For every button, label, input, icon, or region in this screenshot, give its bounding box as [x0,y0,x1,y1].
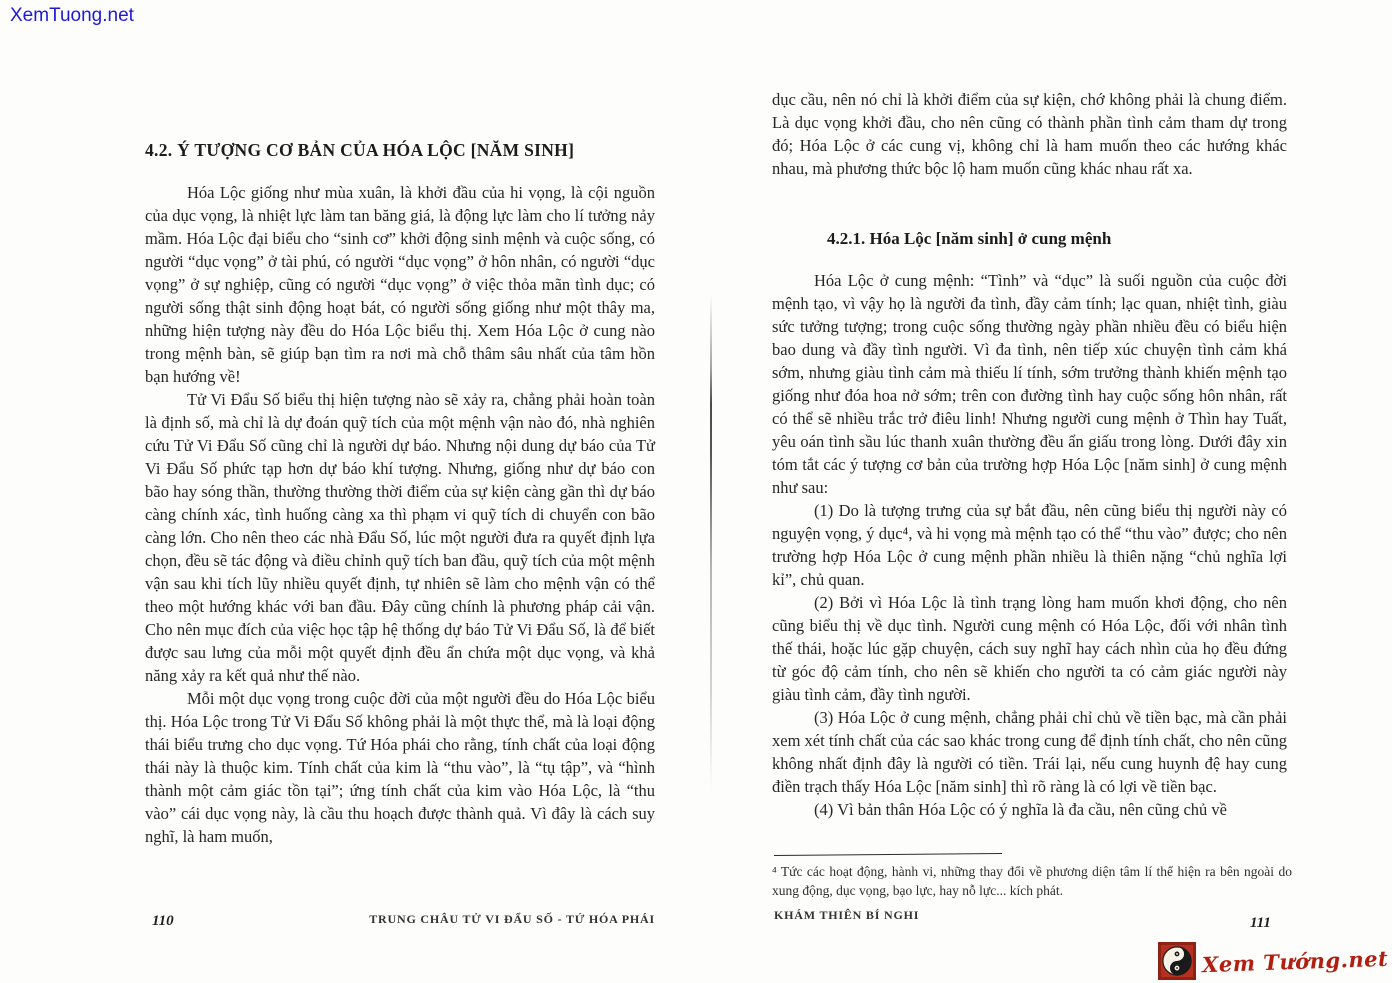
paragraph: dục cầu, nên nó chỉ là khởi điểm của sự kiện, chớ không phải là chung điểm. Là dục vọng khởi đầu, cho nên cũng có thành phần tình cảm tham dự trong đó; Hóa Lộc ở các cung vị, không chỉ là ham muốn theo các hướng khác nhau, mà phương thức bộc lộ ham muốn cũng khác nhau rất xa. [772,90,1287,178]
page-number-left: 110 [152,913,174,929]
watermark-link[interactable]: XemTuong.net [10,5,134,26]
paragraph: Tử Vi Đẩu Số biểu thị hiện tượng nào sẽ xảy ra, chẳng phải hoàn toàn là định số, mà chỉ là dự đoán quỹ tích của một mệnh vận nào đó, nhà nghiên cứu Tử Vi Đẩu Số cũng chỉ là người dự báo. Nhưng nội dung dự báo của Tử Vi Đẩu Số phức tạp hơn dự báo khí tượng. Nhưng, giống như dự báo con bão hay sóng thần, thường thường thời điểm của sự kiện càng gần thì dự báo càng chính xác, tình huống càng xa thì phạm vi quỹ tích di chuyển con bão càng lớn. Cho nên theo các nhà Đẩu Số, lúc một người đưa ra quyết định lựa chọn, đều sẽ tác động và điều chỉnh quỹ tích ban đầu, quỹ tích của một mệnh vận sau khi tích lũy nhiều quyết định, tự nhiên sẽ làm cho mệnh vận có thể theo một hướng khác với ban đầu. Đây cũng chính là phương pháp cải vận. Cho nên mục đích của việc học tập hệ thống dự báo Tử Vi Đẩu Số, là để biết được sau lưng của mỗi một quyết định đều ẩn chứa một dục vọng, và khả năng xảy ra kết quả như thế nào. [145,390,655,685]
running-title-left: TRUNG CHÂU TỬ VI ĐẨU SỐ - TỨ HÓA PHÁI [369,912,655,926]
page-number-right: 111 [1250,915,1271,931]
paragraph: (2) Bởi vì Hóa Lộc là tình trạng lòng ham muốn khơi động, cho nên cũng biểu thị về dục tình. Người cung mệnh có Hóa Lộc, đối với nhân tình thế thái, hoặc lúc gặp chuyện, cách suy nghĩ hay cách nhìn của họ đều đứng từ góc độ cảm tính, cho nên sẽ khiến cho người ta có cảm giác người này giàu tình cảm, đầy tình người. [772,593,1287,704]
book-fold-line [710,295,712,790]
subsection-heading: 4.2.1. Hóa Lộc [năm sinh] ở cung mệnh [827,229,1112,248]
running-title-right: KHÁM THIÊN BÍ NGHI [774,908,920,922]
footnote-text: ⁴ Tức các hoạt động, hành vi, những thay đổi về phương diện tâm lí thể hiện ra bên ngoài do xung động, dục vọng, bạo lực, hay nỗ lực... kích phát. [772,864,1292,898]
yin-yang-icon [1158,942,1196,980]
site-logo-text: Xem Tướng.net [1201,945,1389,977]
paragraph: (1) Do là tượng trưng của sự bắt đầu, nên cũng biểu thị người này có nguyện vọng, ý dục⁴, và hi vọng mà mệnh tạo có thể “thu vào” được; cho nên trường hợp Hóa Lộc ở cung mệnh phần nhiều là thiên nặng “chủ nghĩa lợi kỉ”, chủ quan. [772,501,1287,589]
paragraph: (3) Hóa Lộc ở cung mệnh, chẳng phải chỉ chủ về tiền bạc, mà cần phải xem xét tính chất của các sao khác trong cung để định tính chất, cho nên cũng không nhất định đây là người có tiền. Trái lại, nếu cung huynh đệ hay cung điền trạch thấy Hóa Lộc [năm sinh] thì rõ ràng là có lợi về tiền bạc. [772,708,1287,796]
paragraph: Mỗi một dục vọng trong cuộc đời của một người đều do Hóa Lộc biểu thị. Hóa Lộc trong Tử Vi Đẩu Số không phải là một thực thể, mà là loại động thái biểu trưng cho dục vọng. Tứ Hóa phái cho rằng, tính chất của loại động thái này là thuộc kim. Tính chất của kim là “thu vào”, là “tụ tập”, và “hình thành một cảm giác tồn tại”; ứng tính chất của kim vào Hóa Lộc, là “thu vào” cái dục vọng này, là cầu thu hoạch được thành quả. Vì đây là cách suy nghĩ, là ham muốn, [145,689,655,846]
paragraph: Hóa Lộc ở cung mệnh: “Tình” và “dục” là suối nguồn của cuộc đời mệnh tạo, vì vậy họ là người đa tình, đầy cảm tính; lạc quan, nhiệt tình, giàu sức tưởng tượng; trong cuộc sống thường ngày phần nhiều đều có biểu hiện bao dung và đầy tình người. Vì đa tình, nên tiếp xúc chuyện tình cảm khá sớm, nhưng giàu tình cảm mà thiếu lí tính, sớm trưởng thành khiến mệnh tạo giống như đóa hoa nở sớm; trên con đường tình hay cuộc sống hôn nhân, rất có thể sẽ nhiều trắc trở điêu linh! Nhưng người cung mệnh ở Thìn hay Tuất, yêu oán tình sầu lúc thanh xuân thường đều ẩn giấu trong lòng. Dưới đây xin tóm tắt các ý tượng cơ bản của trường hợp Hóa Lộc [năm sinh] ở cung mệnh như sau: [772,271,1287,497]
right-page-continuation [772,88,1287,180]
paragraph: (4) Vì bản thân Hóa Lộc có ý nghĩa là đa cầu, nên cũng chủ về [814,800,1227,819]
footnote-divider [774,853,1002,856]
site-logo [1158,942,1388,980]
paragraph: Hóa Lộc giống như mùa xuân, là khởi đầu của hi vọng, là cội nguồn của dục vọng, là nhiệt lực làm tan băng giá, là động lực làm cho lí tưởng nảy mầm. Hóa Lộc đại biểu cho “sinh cơ” khởi động sinh mệnh và cuộc sống, có người “dục vọng” ở tài phú, có người “dục vọng” ở hôn nhân, có người “dục vọng” ở sự nghiệp, cũng có người “dục vọng” ở việc thỏa mãn tình dục; có người sống thật sinh động hoạt bát, có người sống giống như một thây ma, những hiện tượng này đều do Hóa Lộc biểu thị. Xem Hóa Lộc ở cung nào trong mệnh bàn, sẽ giúp bạn tìm ra nơi mà chỗ thâm sâu nhất của tâm hồn bạn hướng về! [145,183,655,386]
section-heading: 4.2. Ý TƯỢNG CƠ BẢN CỦA HÓA LỘC [NĂM SINH] [145,140,575,160]
left-page-body [145,181,655,848]
right-page-body [772,269,1287,821]
